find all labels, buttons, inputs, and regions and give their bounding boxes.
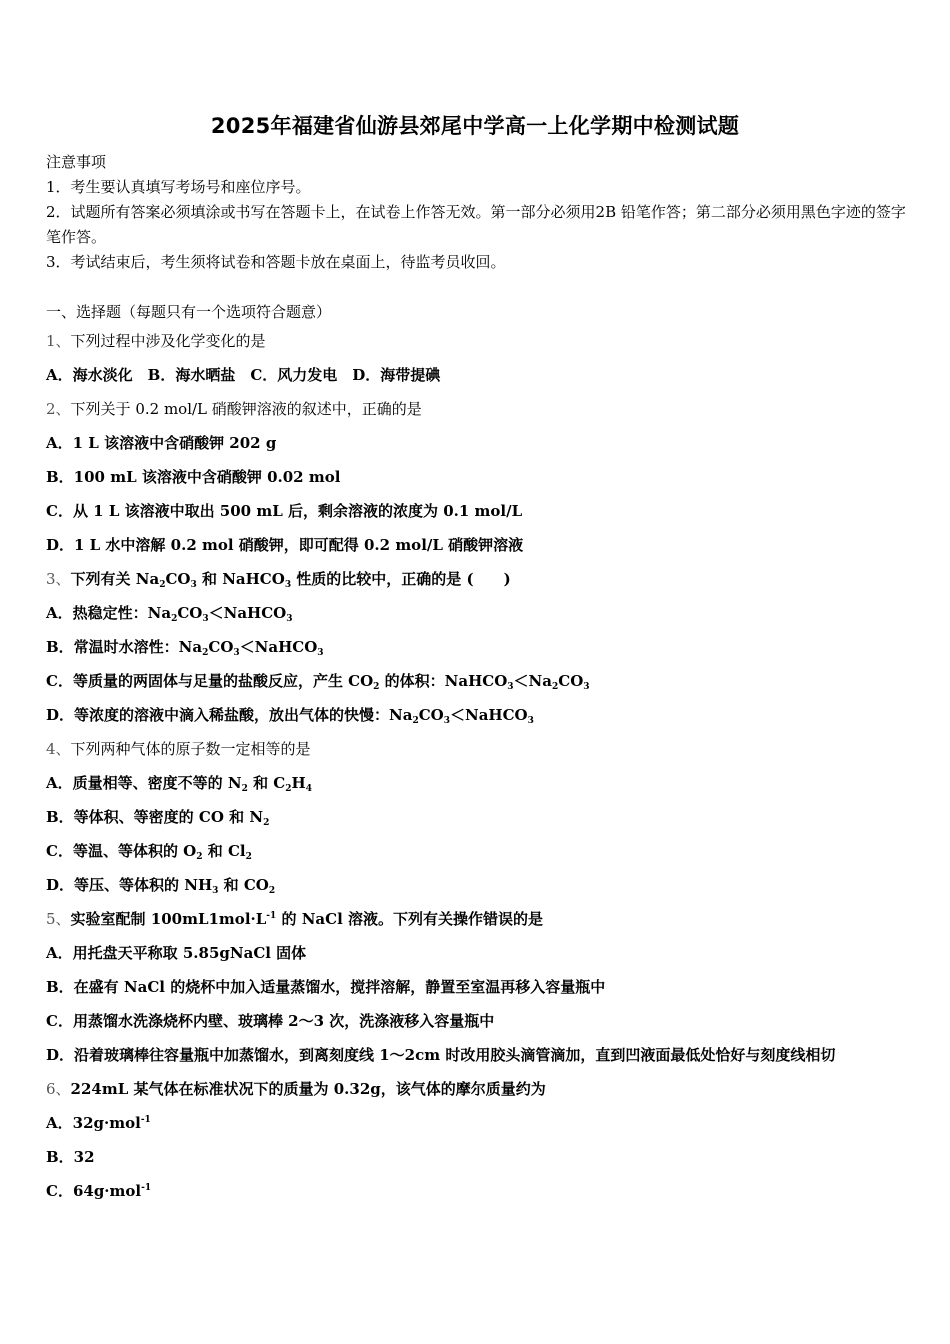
question-stem: 下列有关 $Na_2CO_3$ 和 NaHCO$_3$ 性质的比较中，正确的是 ( ) — [70, 570, 511, 590]
option-b: B．在盛有 NaCl 的烧杯中加入适量蒸馏水，搅拌溶解，静置至室温再移入容量瓶中 — [46, 978, 606, 996]
option-b: B．等体积、等密度的 CO 和 $N_2$ — [46, 808, 270, 828]
option-d: D．等压、等体积的 $NH_3$ 和 $CO_2$ — [46, 876, 276, 896]
question-stem: 下列过程中涉及化学变化的是 — [70, 332, 266, 350]
section-heading: 一、选择题（每题只有一个选项符合题意） — [46, 303, 332, 321]
page-title: 2025年福建省仙游县郊尾中学高一上化学期中检测试题 — [210, 114, 740, 138]
question-number: 1、 — [46, 332, 71, 350]
option-b: B．100 mL 该溶液中含硝酸钾 0.02 mol — [46, 468, 341, 486]
notice-item-2: 2．试题所有答案必须填涂或书写在答题卡上，在试卷上作答无效。第一部分必须用2B 铅笔作答；第二部分必须用黑色字迹的签字笔作答。 — [46, 203, 906, 246]
option-c: C．等质量的两固体与足量的盐酸反应，产生 $CO_2$ 的体积：$NaHCO_3<Na_2CO_3$ — [46, 672, 590, 692]
option-a: A．用托盘天平称取 5.85gNaCl 固体 — [46, 944, 307, 962]
option-d: D．等浓度的溶液中滴入稀盐酸，放出气体的快慢：$Na_2CO_3<NaHCO_3$ — [46, 706, 534, 726]
option-a: A．热稳定性：$Na_2CO_3<NaHCO_3$ — [46, 604, 293, 624]
option-c: C．从 1 L 该溶液中取出 500 mL 后，剩余溶液的浓度为 0.1 mol/L — [46, 502, 523, 520]
notice-item-1: 1．考生要认真填写考场号和座位序号。 — [46, 178, 311, 196]
option-c: C．用蒸馏水洗涤烧杯内壁、玻璃棒 2～3 次，洗涤液移入容量瓶中 — [46, 1012, 495, 1030]
option-d: D．1 L 水中溶解 0.2 mol 硝酸钾，即可配得 0.2 mol/L 硝酸钾溶液 — [46, 536, 524, 554]
notice-block — [46, 150, 910, 275]
question-5 — [46, 902, 910, 936]
question-number: 2、 — [46, 400, 71, 418]
option-c: C．64g·mol$^{-1}$ — [46, 1182, 152, 1200]
question-number: 3、 — [46, 570, 71, 588]
question-stem: 下列关于 0.2 mol/L 硝酸钾溶液的叙述中，正确的是 — [70, 400, 422, 418]
question-6 — [46, 1072, 910, 1106]
notice-heading: 注意事项 — [46, 153, 107, 171]
question-1-options: A．海水淡化 B．海水晒盐 C．风力发电 D．海带提碘 — [46, 366, 441, 384]
option-a: A．1 L 该溶液中含硝酸钾 202 g — [46, 434, 277, 452]
question-stem: 实验室配制 $100mL1mol\cdot L^{-1}$ 的 NaCl 溶液。下列有关操作错误的是 — [70, 910, 544, 928]
question-1 — [46, 324, 910, 358]
question-area — [46, 300, 910, 1208]
question-number: 5、 — [46, 910, 71, 928]
option-a: A．质量相等、密度不等的 $N_2$ 和 $C_2H_4$ — [46, 774, 312, 794]
question-4 — [46, 732, 910, 766]
option-b: B．常温时水溶性：$Na_2CO_3<NaHCO_3$ — [46, 638, 324, 658]
question-number: 4、 — [46, 740, 71, 758]
question-2 — [46, 392, 910, 426]
option-d: D．沿着玻璃棒往容量瓶中加蒸馏水，到离刻度线 1～2cm 时改用胶头滴管滴加，直到凹液面最低处恰好与刻度线相切 — [46, 1046, 836, 1064]
question-stem: 224mL 某气体在标准状况下的质量为 0.32g，该气体的摩尔质量约为 — [70, 1080, 546, 1098]
option-b: B．32 — [46, 1148, 95, 1166]
notice-item-3: 3．考试结束后，考生须将试卷和答题卡放在桌面上，待监考员收回。 — [46, 253, 506, 271]
question-3 — [46, 562, 910, 596]
option-c: C．等温、等体积的 $O_2$ 和 $Cl_2$ — [46, 842, 252, 862]
option-a: A．32g·mol$^{-1}$ — [46, 1114, 151, 1132]
question-number: 6、 — [46, 1080, 71, 1098]
question-stem: 下列两种气体的原子数一定相等的是 — [70, 740, 311, 758]
